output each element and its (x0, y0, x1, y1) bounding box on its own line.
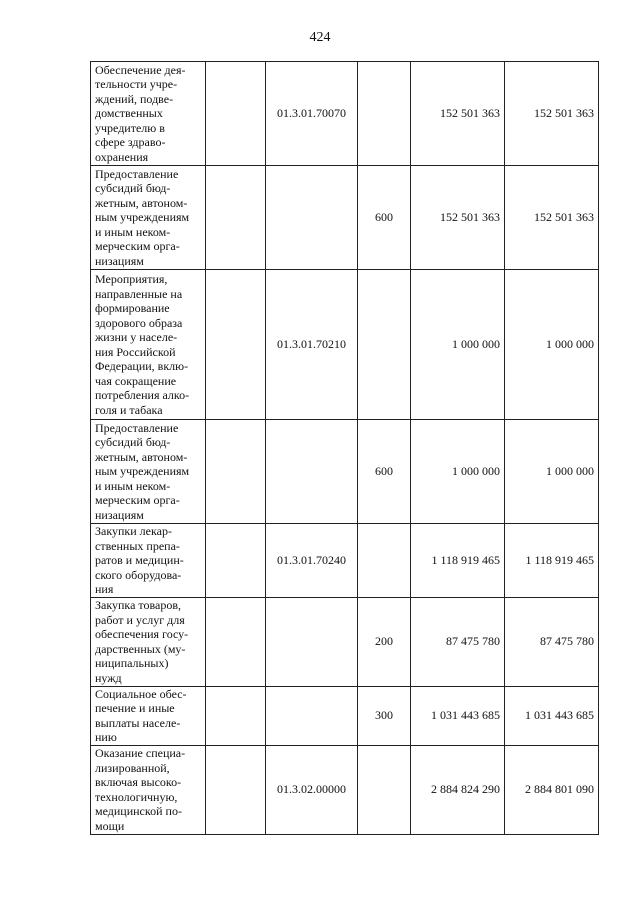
empty-cell (206, 597, 266, 686)
target-code (266, 686, 358, 745)
amount-year-1: 1 118 919 465 (411, 524, 505, 598)
table-row (91, 166, 599, 270)
amount-year-2: 1 000 000 (505, 270, 599, 420)
row-name: Обеспечение дея- тельности учре- ждений, подве- домственных учредителю в сфере здраво- охранения (91, 62, 206, 166)
amount-year-1: 1 000 000 (411, 270, 505, 420)
empty-cell (206, 62, 266, 166)
target-code: 01.3.01.70240 (266, 524, 358, 598)
empty-cell (206, 524, 266, 598)
row-name: Предоставление субсидий бюд- жетным, автоном- ным учреждениям и иным неком- мерческим орга- низациям (91, 166, 206, 270)
page-number: 424 (309, 30, 331, 45)
budget-table (90, 61, 599, 835)
amount-year-1: 1 031 443 685 (411, 686, 505, 745)
table-row (91, 420, 599, 524)
expense-type (358, 62, 411, 166)
target-code: 01.3.01.70210 (266, 270, 358, 420)
row-name: Предоставление субсидий бюд- жетным, автоном- ным учреждениям и иным неком- мерческим орга- низациям (91, 420, 206, 524)
expense-type: 600 (358, 420, 411, 524)
expense-type (358, 524, 411, 598)
table-row (91, 686, 599, 745)
empty-cell (206, 270, 266, 420)
amount-year-2: 152 501 363 (505, 166, 599, 270)
row-name: Социальное обес- печение и иные выплаты населе- нию (91, 686, 206, 745)
empty-cell (206, 420, 266, 524)
expense-type: 300 (358, 686, 411, 745)
amount-year-1: 152 501 363 (411, 62, 505, 166)
expense-type: 600 (358, 166, 411, 270)
target-code (266, 420, 358, 524)
row-name: Закупки лекар- ственных препа- ратов и медицин- ского оборудова- ния (91, 524, 206, 598)
amount-year-1: 1 000 000 (411, 420, 505, 524)
table-row (91, 524, 599, 598)
amount-year-1: 2 884 824 290 (411, 745, 505, 834)
amount-year-1: 152 501 363 (411, 166, 505, 270)
empty-cell (206, 166, 266, 270)
amount-year-2: 1 000 000 (505, 420, 599, 524)
empty-cell (206, 686, 266, 745)
row-name: Закупка товаров, работ и услуг для обеспечения госу- дарственных (му- ниципальных) нужд (91, 597, 206, 686)
amount-year-2: 2 884 801 090 (505, 745, 599, 834)
amount-year-2: 87 475 780 (505, 597, 599, 686)
target-code (266, 166, 358, 270)
expense-type (358, 270, 411, 420)
row-name: Мероприятия, направленные на формирование здорового образа жизни у населе- ния Российской Федерации, вклю- чая сокращение потребления алко- голя и табака (91, 270, 206, 420)
table-row (91, 745, 599, 834)
amount-year-2: 1 031 443 685 (505, 686, 599, 745)
target-code: 01.3.02.00000 (266, 745, 358, 834)
row-name: Оказание специа- лизированной, включая высоко- технологичную, медицинской по- мощи (91, 745, 206, 834)
amount-year-2: 1 118 919 465 (505, 524, 599, 598)
empty-cell (206, 745, 266, 834)
table-row (91, 270, 599, 420)
amount-year-1: 87 475 780 (411, 597, 505, 686)
table-row (91, 597, 599, 686)
expense-type: 200 (358, 597, 411, 686)
amount-year-2: 152 501 363 (505, 62, 599, 166)
target-code (266, 597, 358, 686)
expense-type (358, 745, 411, 834)
target-code: 01.3.01.70070 (266, 62, 358, 166)
table-row (91, 62, 599, 166)
